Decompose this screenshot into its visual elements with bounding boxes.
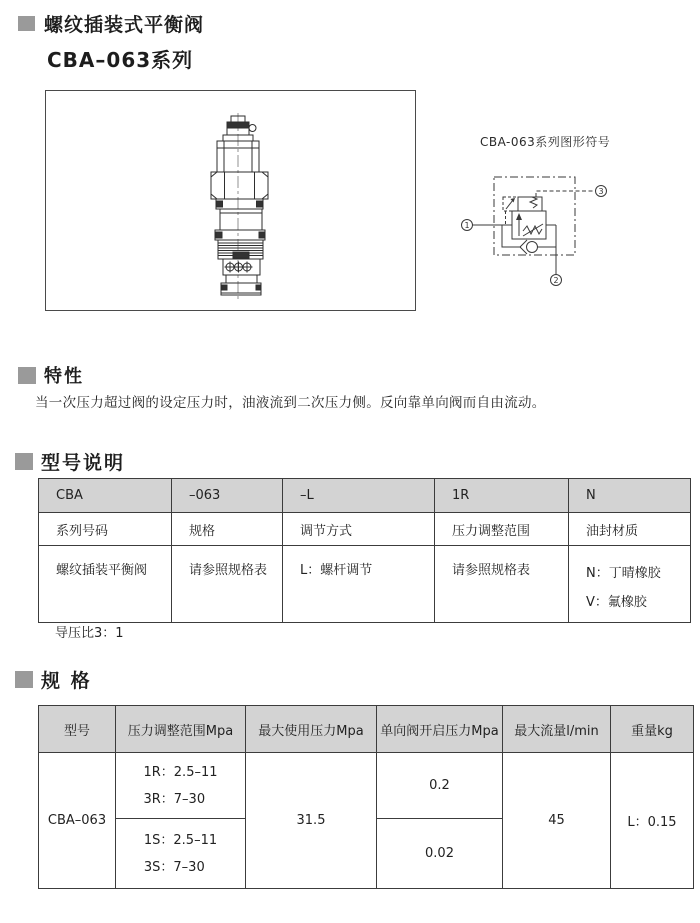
spec-section-heading [15,666,92,693]
weight-cell: L：0.15 [611,753,694,889]
model-section-heading [15,448,125,475]
table-cell: 请参照规格表 [435,546,569,623]
table-cell: 压力调整范围 [435,513,569,546]
table-cell: 系列号码 [39,513,172,546]
table-cell: 1R [435,479,569,513]
column-header: 重量kg [611,706,694,753]
spec-body-row-1 [39,753,694,819]
table-cell: –L [283,479,435,513]
spec-bullet-square [15,671,33,688]
spec-table [38,705,694,889]
range-line: 3R：7–30 [143,791,206,807]
range-line: 1R：2.5–11 [143,764,218,780]
page-title-block [18,10,204,73]
features-body: 当一次压力超过阀的设定压力时，油液流到二次压力侧。反向靠单向阀而自由流动。 [35,395,546,411]
spec-header-row [39,706,694,753]
symbol-area [455,133,695,285]
max-flow-cell: 45 [503,753,611,889]
range-line: 1S：2.5–11 [143,832,218,848]
pressure-range-cell [116,753,246,819]
table-cell [569,546,691,623]
check-open-cell: 0.02 [377,819,503,889]
seal-option-n: N：丁晴橡胶 [586,566,661,581]
column-header: 单向阀开启压力Mpa [377,706,503,753]
column-header: 最大流量l/min [503,706,611,753]
port-3-label: 3 [598,186,604,196]
page-subtitle: CBA–063系列 [47,48,194,72]
model-bullet-square [15,453,33,470]
table-cell: 调节方式 [283,513,435,546]
port-1-label: 1 [464,220,470,230]
model-heading-text: 型号说明 [41,452,126,474]
symbol-title: CBA-063系列图形符号 [480,135,611,149]
table-cell: CBA [39,479,172,513]
hydraulic-symbol [455,163,630,298]
title-bullet-square [18,16,35,31]
valve-drawing-box [45,90,416,311]
check-open-cell: 0.2 [377,753,503,819]
features-heading-text: 特性 [44,366,84,387]
model-table-code-row [39,479,691,513]
column-header: 最大使用压力Mpa [246,706,377,753]
model-table-value-row [39,546,691,623]
max-pressure-cell: 31.5 [246,753,377,889]
model-cell: CBA–063 [39,753,116,889]
pilot-ratio-note: 导压比3：1 [55,626,124,641]
table-cell: –063 [172,479,283,513]
pressure-range-cell [116,819,246,889]
port-2-label: 2 [553,275,559,285]
seal-option-v: V：氟橡胶 [586,595,647,610]
table-cell: N [569,479,691,513]
table-cell: 规格 [172,513,283,546]
table-cell: 油封材质 [569,513,691,546]
table-cell: L：螺杆调节 [283,546,435,623]
column-header: 型号 [39,706,116,753]
model-table-label-row [39,513,691,546]
page-title: 螺纹插装式平衡阀 [44,14,205,36]
valve-cross-section-drawing [46,91,415,310]
table-cell: 请参照规格表 [172,546,283,623]
model-code-table [38,478,691,623]
range-line: 3S：7–30 [143,859,205,875]
column-header: 压力调整范围Mpa [116,706,246,753]
features-bullet-square [18,367,36,384]
table-cell: 螺纹插装平衡阀 [39,546,172,623]
features-heading [18,362,84,388]
spec-heading-text: 规 格 [41,670,92,692]
